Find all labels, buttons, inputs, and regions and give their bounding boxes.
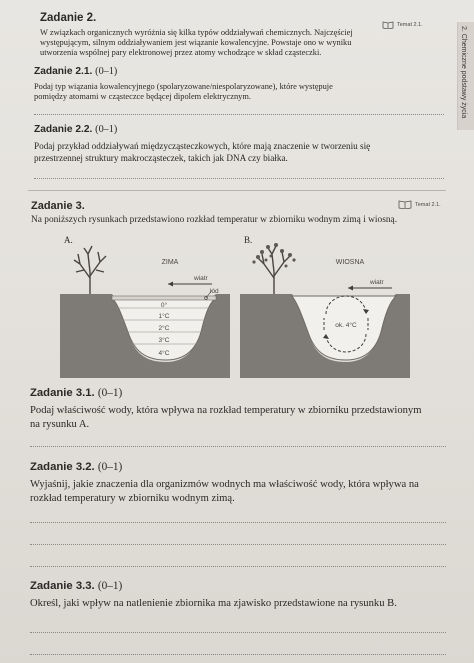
book-icon — [382, 21, 394, 29]
task-3-2-answer-line-3[interactable] — [30, 566, 446, 567]
task-2-1-line-1: Podaj typ wiązania kowalencyjnego (spolaryzowane/niespolaryzowane), które występuje — [34, 82, 333, 91]
diagram-b-wind: wiatr — [370, 279, 384, 286]
layer-label-4: 4°C — [158, 350, 170, 357]
section-divider — [28, 190, 446, 191]
task-2-1-line-2: pomiędzy atomami w cząsteczce będącej dipolem elektrycznym. — [34, 92, 251, 101]
diagram-b-label: B. — [244, 235, 253, 245]
task-3-2-title — [30, 461, 122, 473]
layer-label-3: 3°C — [158, 337, 170, 344]
task-2-topic-ref — [382, 21, 423, 29]
task-2-title: Zadanie 2. — [40, 12, 97, 24]
task-3-1-answer-line[interactable] — [30, 446, 446, 447]
task-2-2-line-1: Podaj przykład oddziaływań międzycząsteczkowych, które mają znaczenie w tworzeniu się — [34, 141, 371, 151]
task-3-1-title-text: Zadanie 3.1. — [30, 387, 95, 399]
task-3-3-answer-line-2[interactable] — [30, 654, 446, 655]
task-3-topic-label: Temat 2.1. — [415, 201, 441, 208]
task-3-1-line-2: na rysunku A. — [30, 419, 90, 430]
task-3-3-line: Określ, jaki wpływ na natlenienie zbiornika ma zjawisko przedstawione na rysunku B. — [30, 598, 397, 609]
task-2-intro-line-2: występującym, silnym oddziaływaniem jest wiązanie kowalencyjne. Powstaje ono w wyniku — [40, 38, 352, 47]
layer-label-0: 0° — [160, 302, 168, 309]
task-3-1-title — [30, 387, 122, 399]
task-2-intro-line-1: W związkach organicznych wyróżnia się kilka typów oddziaływań chemicznych. Najczęściej — [40, 28, 353, 37]
task-2-2-title-text: Zadanie 2.2. — [34, 124, 93, 135]
diagram-b-season: WIOSNA — [335, 259, 365, 266]
task-2-intro-line-3: utworzenia wspólnej pary elektronowej przez atomy wchodzące w skład cząsteczki. — [40, 48, 322, 57]
task-2-2-points: (0–1) — [95, 124, 118, 135]
leafy-tree-icon — [252, 243, 295, 294]
task-2-1-title — [34, 66, 117, 77]
task-2-1-answer-line[interactable] — [34, 114, 444, 115]
bare-tree-icon — [74, 246, 106, 294]
task-3-2-points: (0–1) — [97, 461, 123, 473]
task-3-intro: Na poniższych rysunkach przedstawiono rozkład temperatur w zbiorniku wodnym zimą i wiosną. — [31, 215, 398, 225]
task-2-1-points: (0–1) — [95, 66, 118, 77]
book-icon — [398, 200, 412, 209]
task-2-1-title-text: Zadanie 2.1. — [34, 66, 93, 77]
task-3-topic-ref — [398, 200, 441, 209]
chapter-side-tab — [457, 22, 474, 130]
ice-layer — [112, 296, 216, 300]
task-2-2-title — [34, 124, 117, 135]
diagram-b-temp: ok. 4°C — [335, 322, 357, 329]
task-3-2-answer-line-1[interactable] — [30, 522, 446, 523]
task-3-3-title — [30, 580, 122, 592]
diagram-a-ice: lód — [210, 288, 219, 295]
task-3-3-title-text: Zadanie 3.3. — [30, 580, 95, 592]
task-2-2-line-2: przestrzennej struktury makrocząsteczek, takich jak DNA czy białka. — [34, 153, 288, 163]
task-3-2-title-text: Zadanie 3.2. — [30, 461, 95, 473]
task-3-3-answer-line-1[interactable] — [30, 632, 446, 633]
task-3-1-points: (0–1) — [97, 387, 123, 399]
task-3-2-answer-line-2[interactable] — [30, 544, 446, 545]
task-3-2-line-2: rozkład temperatury w zbiorniku wodnym zimą. — [30, 493, 235, 504]
diagram-a-winter-lake — [60, 242, 230, 378]
diagram-a-label: A. — [64, 235, 73, 245]
layer-label-2: 2°C — [158, 325, 170, 332]
task-3-3-points: (0–1) — [97, 580, 123, 592]
diagram-a-wind: wiatr — [194, 275, 208, 282]
diagram-a-season: ZIMA — [161, 259, 179, 266]
layer-label-1: 1°C — [158, 313, 170, 320]
diagram-b-spring-lake — [240, 242, 410, 378]
task-3-2-line-1: Wyjaśnij, jakie znaczenia dla organizmów wodnych ma właściwość wody, która wpływa na — [30, 479, 419, 490]
task-3-title: Zadanie 3. — [31, 200, 85, 212]
task-2-topic-label: Temat 2.1. — [397, 22, 423, 28]
task-3-1-line-1: Podaj właściwość wody, która wpływa na rozkład temperatury w zbiorniku przedstawionym — [30, 405, 422, 416]
chapter-side-tab-label: 2. Chemiczne podstawy życia — [460, 26, 467, 119]
task-2-2-answer-line[interactable] — [34, 178, 444, 179]
